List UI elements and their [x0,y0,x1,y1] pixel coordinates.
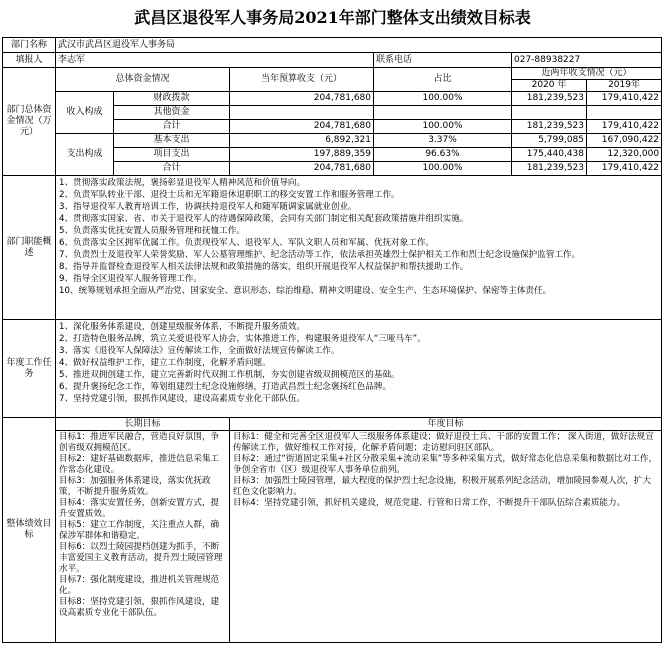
phone-label: 联系电话 [374,53,512,68]
overall-funds-label: 部门总体资金情况（万元） [3,68,56,176]
annual-goals [230,431,662,643]
annual-goal: 目标4：坚持党建引领，抓好机关建设，规范党建、行管和日常工作，不断提升干部队伍综合素质能力。 [233,498,626,508]
duty-item: 10、统筹规划承担全面从严治党、国家安全、意识形态、综治维稳、精神文明建设、安全生产、生态环境保护、保密等主体责任。 [59,286,552,296]
income-row-2019: 179,410,422 [587,120,662,134]
long-term-goals [56,431,230,643]
income-row-budget [230,106,374,120]
long-term-header: 长期目标 [56,418,230,431]
phone-value: 027-88938227 [512,53,662,68]
expense-row-ratio: 3.37% [374,134,512,148]
income-row-ratio [374,106,512,120]
recent-header: 近两年收支情况（元） [512,68,662,80]
long-term-goal: 目标5：建立工作制度，关注重点人群，确保涉军群体和谐稳定。 [59,520,220,541]
expense-row-2020: 181,239,523 [512,162,587,176]
duty-item: 3、指导退役军人教育培训工作，协调扶持退役军人和随军随调家属就业创业。 [59,202,357,212]
expense-row-2019: 179,410,422 [587,162,662,176]
duty-item: 2、负责军队转业干部、退役士兵和无军籍退休退职职工的移交安置工作和服务管理工作。 [59,190,400,200]
expense-row-2020: 175,440,438 [512,148,587,162]
annual-goal: 目标2：通过“街道固定采集+社区分散采集+流动采集”等多种采集方式，做好常态化信息采集和数据比对工作，争创全省市（区）级退役军人事务单位前列。 [233,454,658,475]
expense-row-ratio: 96.63% [374,148,512,162]
tasks-label: 年度工作任务 [3,320,56,418]
task-item: 3、落实《退役军人保障法》宣传解读工作，全面做好法规宣传解读工作。 [59,346,340,356]
task-item: 2、打造特色服务品牌，筑立关爱退役军人协会，实体推进工作，构建服务退役军人“三哑马车”。 [59,334,426,344]
dept-name-value: 武汉市武昌区退役军人事务局 [56,38,662,53]
duty-item: 1、贯彻落实政策法规，褒扬彰显退役军人精神风范和价值导向。 [59,178,306,188]
expense-label: 支出构成 [56,134,114,176]
overall-funds-header: 总体资金情况 [56,68,230,92]
expense-row-budget: 197,889,359 [230,148,374,162]
annual-goal: 目标1：健全和完善全区退役军人三级服务体系建设；做好退役士兵、干部的安置工作； 深入街道，做好法规宣传解读工作，做好维权工作对接，化解矛盾问题；走访慰问驻区部队。 [233,432,654,453]
expense-row-ratio: 100.00% [374,162,512,176]
duty-item: 5、负责落实优抚安置人员服务管理和抚恤工作。 [59,226,245,236]
duty-item: 9、指导全区退役军人服务管理工作。 [59,274,202,284]
duty-item: 8、指导并监督检查退役军人相关法律法规和政策措施的落实，组织开展退役军人权益保护和帮扶援助工作。 [59,262,469,272]
filler-label: 填报人 [3,53,56,68]
expense-row-2020: 5,799,085 [512,134,587,148]
income-row-2020 [512,106,587,120]
year-2019-header: 2019年 [587,80,662,92]
long-term-goal: 目标4：落实安置任务，创新安置方式，提升安置质效。 [59,498,220,519]
income-row-2019 [587,106,662,120]
goals-label: 整体绩效目标 [3,418,56,643]
duties-label: 部门职能概述 [3,176,56,320]
duty-item: 7、负责烈士及退役军人荣誉奖励、军人公墓管理维护、纪念活动等工作，依法承担英雄烈士保护相关工作和烈士纪念设施保护监管工作。 [59,250,581,260]
annual-header: 年度目标 [230,418,662,431]
income-row-name: 财政拨款 [114,92,230,106]
income-row-2019: 179,410,422 [587,92,662,106]
income-row-name: 其他资金 [114,106,230,120]
long-term-goal: 目标1：推进军民融合，营造良好氛围，争创省级双拥模范区。 [59,432,220,453]
expense-row-budget: 6,892,321 [230,134,374,148]
expense-row-2019: 12,320,000 [587,148,662,162]
task-item: 4、做好权益维护工作，建立工作制度，化解矛盾问题。 [59,358,271,368]
expense-row-budget: 204,781,680 [230,162,374,176]
year-2020-header: 2020 年 [512,80,587,92]
long-term-goal: 目标7：强化制度建设，推进机关管理规范化。 [59,575,220,596]
task-item: 1、深化服务体系建设，创建星级服务体系，不断提升服务质效。 [59,322,306,332]
income-row-2020: 181,239,523 [512,92,587,106]
income-row-budget: 204,781,680 [230,92,374,106]
tasks-list [56,320,662,418]
filler-value: 李志军 [56,53,374,68]
task-item: 6、提升褒扬纪念工作，筹划组建烈士纪念设施修缮，打造武昌烈士纪念褒扬红色品牌。 [59,382,392,392]
income-row-name: 合计 [114,120,230,134]
ratio-header: 占比 [374,68,512,92]
long-term-goal: 目标8：坚持党建引领，狠抓作风建设，建设高素质专业化干部队伍。 [59,597,220,618]
annual-goal: 目标3：加强烈士陵园管理，最大程度的保护烈士纪念设施，积极开展系列纪念活动，增加陵园参观人次，扩大红色文化影响力。 [233,476,651,497]
page-title: 武昌区退役军人事务局2021年部门整体支出绩效目标表 [134,8,531,27]
income-row-ratio: 100.00% [374,120,512,134]
income-row-budget: 204,781,680 [230,120,374,134]
dept-name-label: 部门名称 [3,38,56,53]
budget-header: 当年预算收支（元） [230,68,374,92]
expense-row-2019: 167,090,422 [587,134,662,148]
performance-table [2,37,662,643]
income-row-ratio: 100.00% [374,92,512,106]
duty-item: 4、贯彻落实国家、省、市关于退役军人的待遇保障政策，会同有关部门制定相关配套政策措施并组织实施。 [59,214,469,224]
income-label: 收入构成 [56,92,114,134]
expense-row-name: 合计 [114,162,230,176]
task-item: 5、推进双拥创建工作，建立完善新时代双拥工作机制，夯实创建省级双拥模范区的基础。 [59,370,400,380]
duties-list [56,176,662,320]
task-item: 7、坚持党建引领，狠抓作风建设，建设高素质专业化干部队伍。 [59,394,306,404]
income-row-2020: 181,239,523 [512,120,587,134]
expense-row-name: 基本支出 [114,134,230,148]
duty-item: 6、负责落实全区拥军优属工作。负责现役军人、退役军人、军队文职人员和军属、优抚对象工作。 [59,238,435,248]
long-term-goal: 目标6：以烈士陵园提档创建为抓手，不断丰富爱国主义教育活动，提升烈士陵园管理水平。 [59,542,223,574]
expense-row-name: 项目支出 [114,148,230,162]
long-term-goal: 目标3：加强服务体系建设，落实优抚政策，不断提升服务质效。 [59,476,211,497]
long-term-goal: 目标2：建好基础数据库，推进信息采集工作常态化建设。 [59,454,220,475]
